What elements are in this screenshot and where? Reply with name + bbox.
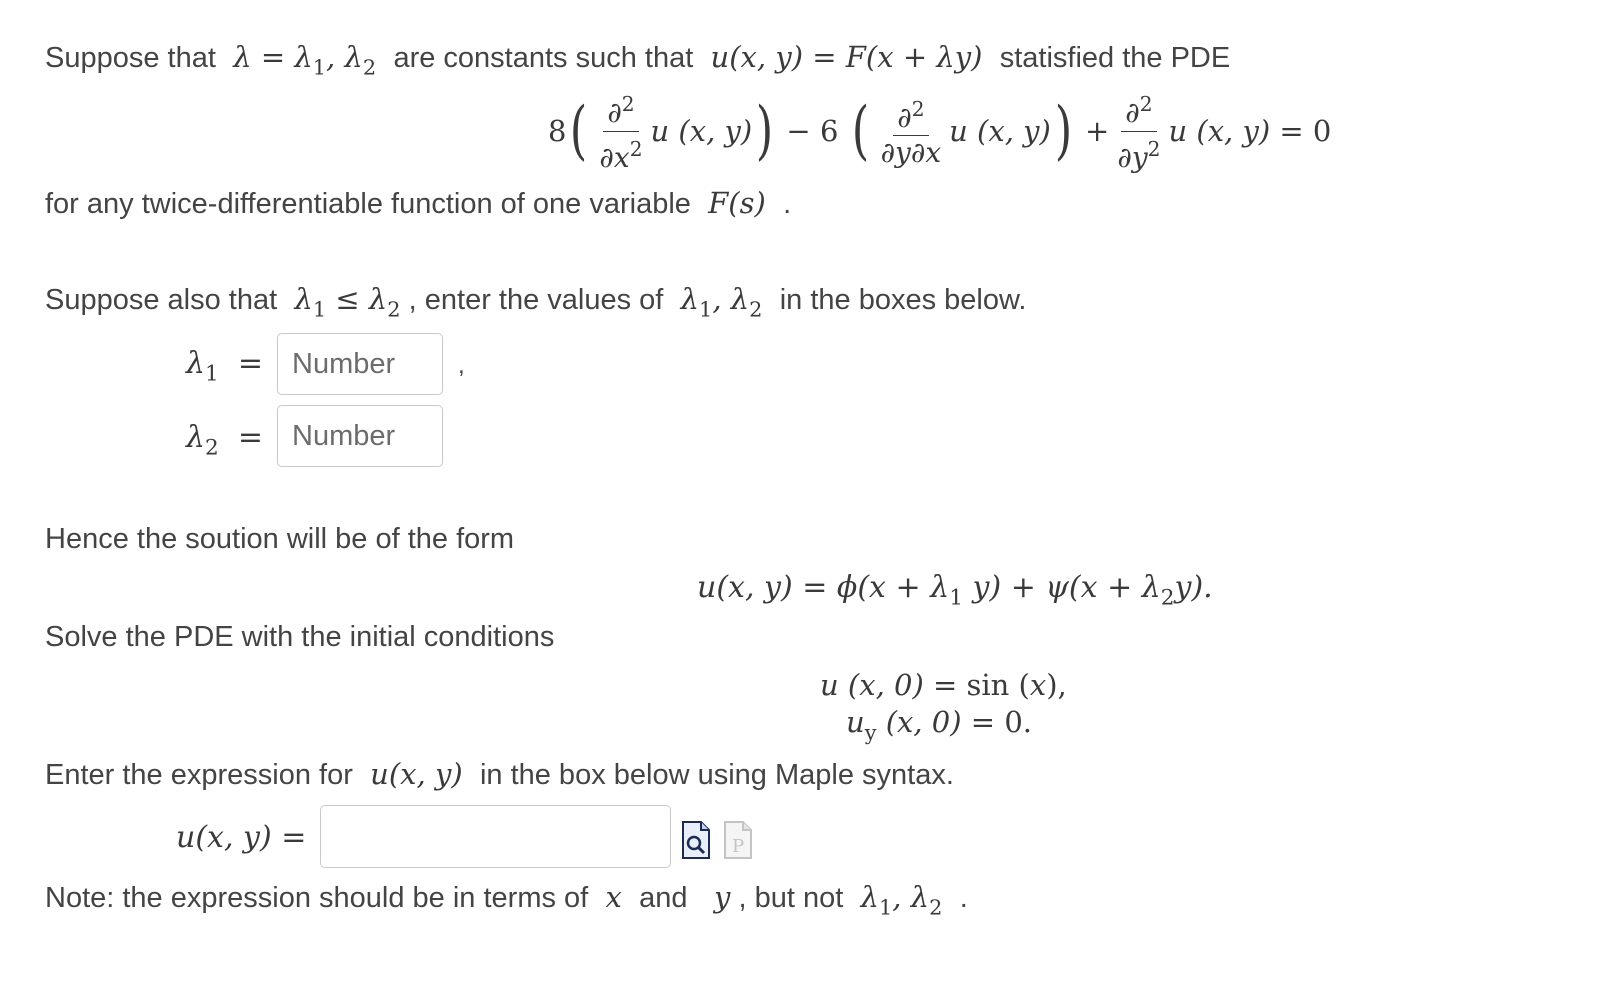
lambda1-input[interactable] [277,333,443,395]
note-x-math: x [596,880,632,914]
svg-text:P: P [732,836,745,857]
lambda2-label: $\lambda_2$ = [186,420,263,461]
u-xy-math: u(x, y) [360,757,472,791]
ordering-text-b: , enter the values of [408,284,664,316]
intro-line-1 [45,40,1230,79]
initial-condition-1: u (x, 0) = sin (x), [820,668,1067,702]
lambda1-comma: , [458,352,465,379]
ordering-line [45,282,1026,321]
enter-text-b: in the box below using Maple syntax. [479,759,954,791]
intro-text-twice: for any twice-differentiable function of one variable [45,188,691,220]
note-text-a: Note: the expression should be in terms of [45,882,589,914]
ordering-text-c: in the boxes below. [779,284,1027,316]
intro-line-2 [45,186,791,221]
intro-text-suppose: Suppose that [45,42,216,74]
initial-conditions-text: Solve the PDE with the initial conditions [45,621,555,653]
lambdas-math: $\lambda_1$, $\lambda_2$ [671,282,763,322]
initial-condition-2: $u_y$ (x, 0) = 0. [846,705,1032,745]
u-expression-input[interactable] [320,805,671,868]
note-line [45,880,968,919]
note-text-and: and [639,882,688,914]
note-lambdas-math: $\lambda_1$, $\lambda_2$ [851,880,943,920]
paste-icon[interactable] [723,821,753,859]
intro-period: . [783,188,792,220]
intro-text-constants: are constants such that [393,42,694,74]
ordering-text-a: Suppose also that [45,284,278,316]
F-of-s-math: F(s) [698,186,776,220]
solution-form-text: Hence the soution will be of the form [45,523,515,555]
enter-text-a: Enter the expression for [45,759,353,791]
u-def-math: u(x, y) = F(x + λy) [701,40,992,74]
intro-text-pde: statisfied the PDE [999,42,1231,74]
note-y-math: y [695,880,731,914]
u-answer-label: u(x, y) = [176,820,307,855]
preview-icon[interactable] [681,821,711,859]
general-solution-math: u(x, $y) = \phi(x + \lambda_1$ $y) + \psi(x + \lambda_2y)$. [697,570,1213,611]
lambda-def-math: $\lambda = \lambda_1$, $\lambda_2$ [223,40,377,80]
note-text-c: , but not [738,882,844,914]
enter-expression-line [45,757,954,792]
note-period: . [959,882,968,914]
pde-equation: 8 ( $\frac{\partial^2}{\partial x^2}$ u (x, y) ) − 6 ( $\frac{\partial^2}{\partial y\partial x}$ u (x, y) ) + $\frac{\partial^2}{\partial y^2}$ u (x, y) = 0 [548,88,1331,174]
ordering-math: $\lambda_1 \le \lambda_2$ [285,282,401,322]
lambda2-input[interactable] [277,405,443,467]
lambda1-label: $\lambda_1$ = [186,346,263,387]
